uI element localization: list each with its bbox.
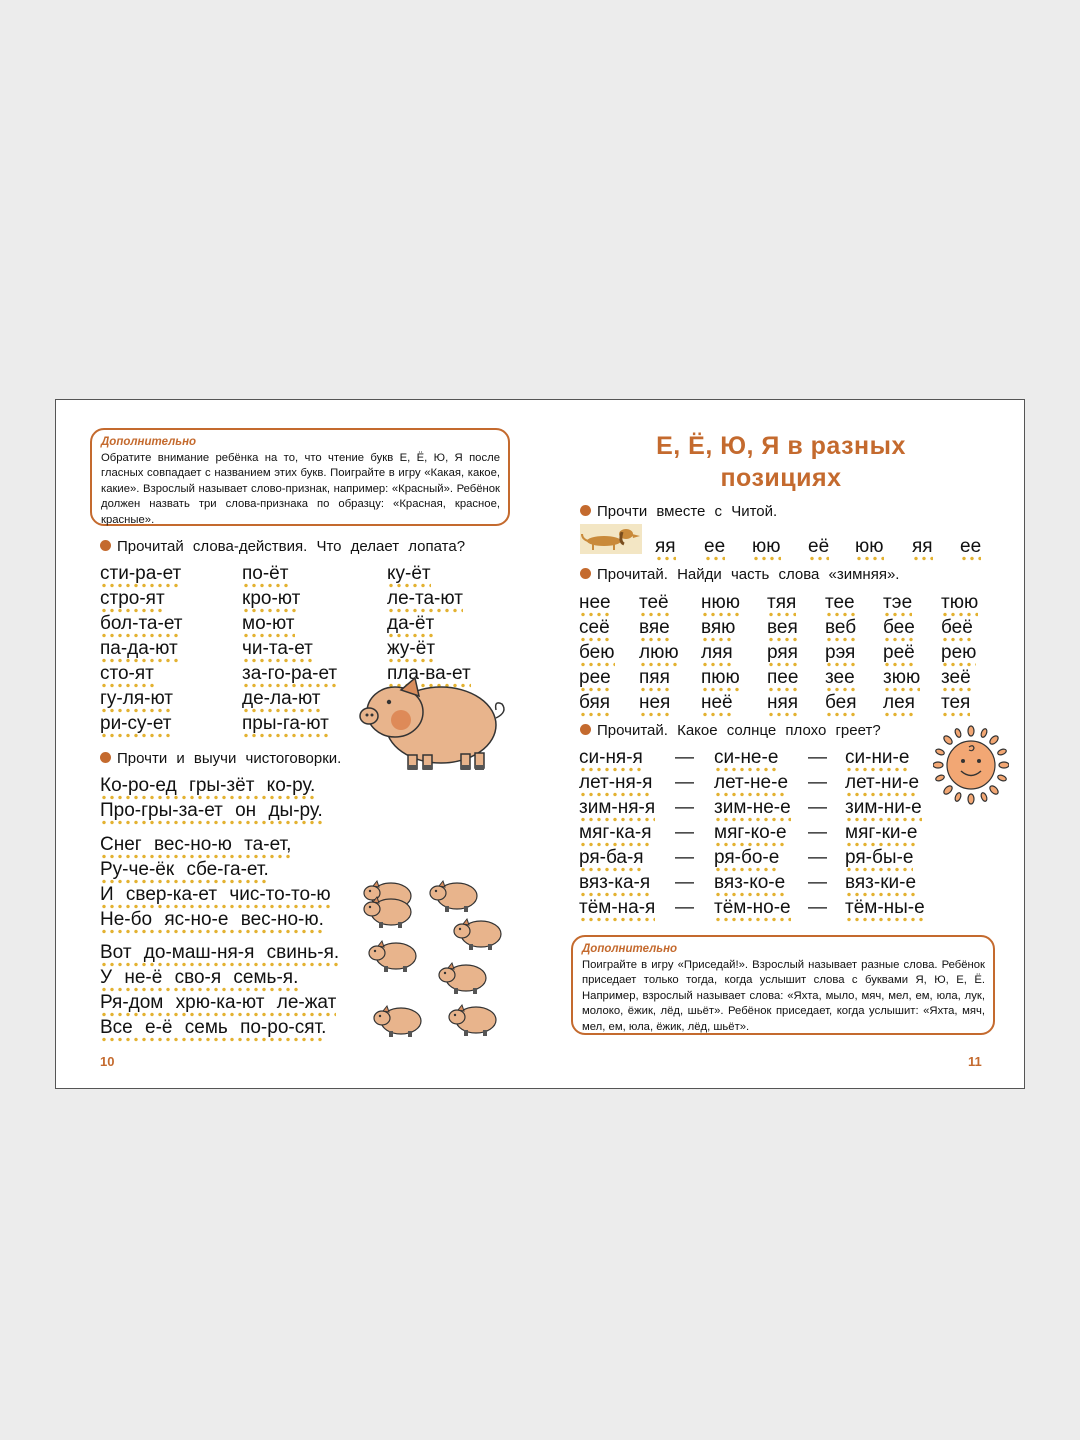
list-item: ле-та-ют xyxy=(387,588,488,613)
table-row: вяз-ка-я — вяз-ко-е — вяз-ки-е xyxy=(56,872,1026,897)
left-task-1: Прочитай слова-действия. Что делает лопата? xyxy=(100,538,465,555)
right-task-3: Прочитай. Какое солнце плохо греет? xyxy=(580,722,881,739)
bullet-icon xyxy=(580,568,591,579)
list-item: сти-ра-ет xyxy=(100,563,182,588)
list-item: яя xyxy=(912,536,933,561)
page-number-right: 11 xyxy=(968,1054,982,1069)
list-item: ри-су-ет xyxy=(100,713,182,738)
list-item: пла-ва-ет xyxy=(387,663,488,688)
list-item: за-го-ра-ет xyxy=(242,663,337,688)
tongue-twister-1: Ко-ро-ед гры-зёт ко-ру. Про-гры-за-ет он ды-ру. xyxy=(100,775,323,825)
left-note-text: Обратите внимание ребёнка на то, что чтение букв Е, Ё, Ю, Я после гласных совпадает с названием этих букв. Поиграйте в игру «Какая, какое, какие». Взрослый называет слово-признак, например: «Красный». Ребёнок должен назвать три слова-признака по образцу: «Красная, красное, красные». xyxy=(101,451,500,526)
right-note-title: Дополнительно xyxy=(582,943,678,955)
right-task-2: Прочитай. Найди часть слова «зимняя». xyxy=(580,566,899,583)
left-extra-note xyxy=(90,428,510,526)
table-row: си-ня-я — си-не-е — си-ни-е xyxy=(56,747,1026,772)
list-item: гу-ля-ют xyxy=(100,688,182,713)
list-item: па-да-ют xyxy=(100,638,182,663)
chita-row xyxy=(56,536,1026,561)
list-item: её xyxy=(808,536,829,561)
list-item: яя xyxy=(655,536,676,561)
list-item: ее xyxy=(960,536,981,561)
bullet-icon xyxy=(580,724,591,735)
tongue-twister-3: Вот до-маш-ня-я свинь-я. У не-ё сво-я семь-я. Ря-дом хрю-ка-ют ле-жат Все е-ё семь по-ро-сят. xyxy=(100,942,339,1042)
list-item: стро-ят xyxy=(100,588,182,613)
table-row: лет-ня-я — лет-не-е — лет-ни-е xyxy=(56,772,1026,797)
right-task-1: Прочти вместе с Читой. xyxy=(580,503,777,520)
list-item: бол-та-ет xyxy=(100,613,182,638)
page-title: Е, Ё, Ю, Я в разных позициях xyxy=(656,432,906,492)
list-item: ку-ёт xyxy=(387,563,488,588)
table-row: мяг-ка-я — мяг-ко-е — мяг-ки-е xyxy=(56,822,1026,847)
left-task-2: Прочти и выучи чистоговорки. xyxy=(100,750,341,767)
list-item: по-ёт xyxy=(242,563,337,588)
tongue-twister-2: Снег вес-но-ю та-ет, Ру-че-ёк сбе-га-ет. И свер-ка-ет чис-то-то-ю Не-бо яс-но-е вес-но-ю. xyxy=(100,834,331,934)
list-item: кро-ют xyxy=(242,588,337,613)
right-extra-note xyxy=(571,935,995,1035)
table-row: ря-ба-я — ря-бо-е — ря-бы-е xyxy=(56,847,1026,872)
book-spread: Дополнительно Обратите внимание ребёнка на то, что чтение букв Е, Ё, Ю, Я после гласных совпадает с названием этих букв. Поиграйте в игру «Какая, какое, какие». Взрослый называет слово-признак, например: «Красный». Ребёнок должен назвать три слова-признака по образцу: «Красная, красное, красные». Прочитай слова-действия. Что делает лопата? сти-ра-ет стро-ят бол-та-ет па-да-ют сто-ят гу-ля-ют ри-су-ет по-ёт кро-ют мо-ют чи-та-ет за-го-ра-ет де-ла-ют пры-га-ют ку-ёт ле-та-ют да-ёт жу-ёт пла-ва-ет Прочти и выучи чистоговорки. Ко-ро-ед гры-зёт ко-ру. Про-гры-за-ет он ды-ру. Снег вес-но-ю та-ет, Ру-че-ёк сбе-га-ет. И свер-ка-ет чис-то-то-ю Не-бо яс-но-е вес-но-ю. Вот до-маш-ня-я свинь-я. У не-ё сво-я семь-я. Ря-дом хрю-ка-ют ле-жат Все е-ё семь по-ро-сят. 10 Е, Ё, Ю, Я в разных позициях Прочти вместе с Читой. яя ее юю её юю яя ее Прочитай. Найди часть слова «зимняя». нее теё нюю тяя тее тэе тюю сеё вяе вяю вея веб бее беё бею люю ляя ряя рэя реё рею рее пяя пюю пее зее зюю зеё бяя нея неё няя бея лея тея Прочитай. Какое солнце плохо греет? си-ня-я — си-не-е — си-ни-е лет-ня-я — лет-не-е — лет-ни-е зим-ня-я — зим-не-е — зим-ни-е мяг-ка-я — мяг-ко-е — мяг-ки-е ря-ба-я — ря-бо-е — ря-бы-е вяз-ка-я — вяз-ко-е — вяз-ки-е тём-на-я — тём-но-е — тём-ны-е Дополнительно Поиграйте в игру «Приседай!». Взрослый называет разные слова. Ребёнок приседает только тогда, когда услышит слова с буквами Я, Ю, Е, Ё. Например, взрослый называет слова: «Яхта, мыло, мяч, мел, ем, юла, лук, молоко, ёжик, лёд, шьёт». Ребёнок приседает, когда услышит: «Яхта, мяч, мел, ем, юла, ёжик, лёд, шьёт». 11 xyxy=(55,399,1025,1089)
right-note-text: Поиграйте в игру «Приседай!». Взрослый называет разные слова. Ребёнок приседает только тогда, когда услышит слова с буквами Я, Ю, Е, Ё. Например, взрослый называет слова: «Яхта, мыло, мяч, мел, ем, юла, лук, молоко, ёжик, лёд, шьёт». Ребёнок приседает, когда услышит: «Яхта, мяч, мел, ем, юла, ёжик, лёд, шьёт». xyxy=(582,958,985,1033)
list-item: сто-ят xyxy=(100,663,182,688)
list-item: юю xyxy=(855,536,884,561)
list-item: мо-ют xyxy=(242,613,337,638)
list-item: жу-ёт xyxy=(387,638,488,663)
left-note-title: Дополнительно xyxy=(101,436,197,448)
list-item: чи-та-ет xyxy=(242,638,337,663)
table-row: зим-ня-я — зим-не-е — зим-ни-е xyxy=(56,797,1026,822)
list-item: да-ёт xyxy=(387,613,488,638)
table-row: тём-на-я — тём-но-е — тём-ны-е xyxy=(56,897,1026,922)
list-item: де-ла-ют xyxy=(242,688,337,713)
list-item: ее xyxy=(704,536,725,561)
list-item: пры-га-ют xyxy=(242,713,337,738)
bullet-icon xyxy=(580,505,591,516)
page-number-left: 10 xyxy=(100,1054,115,1069)
list-item: юю xyxy=(752,536,781,561)
sun-illustration xyxy=(933,725,1009,805)
